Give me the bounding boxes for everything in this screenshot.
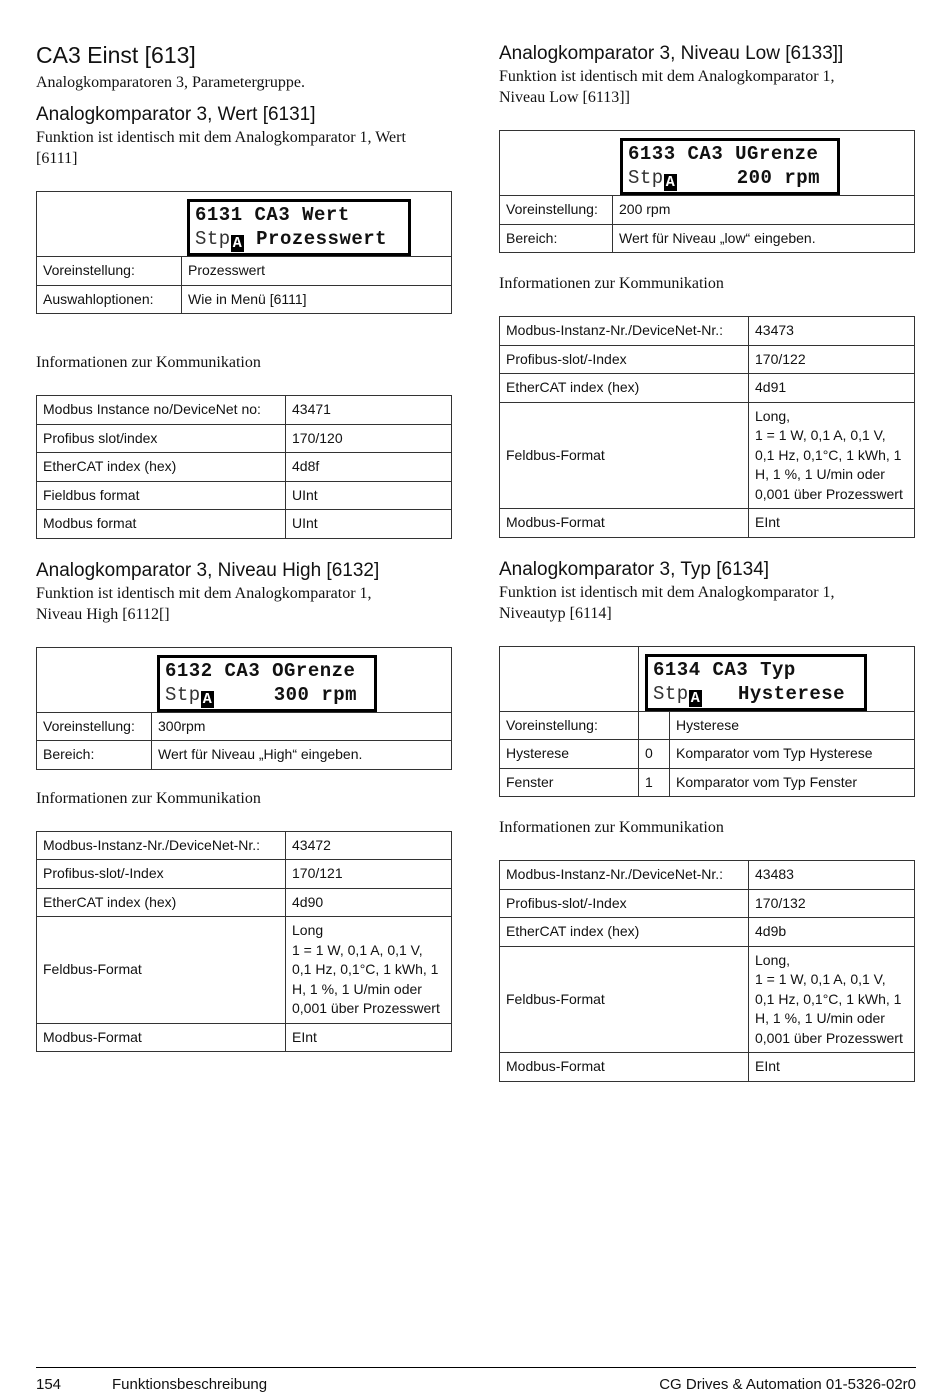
lcd-line1: 6131 CA3 Wert: [195, 204, 350, 226]
comm-key: Modbus format: [37, 510, 286, 539]
display-cell: [639, 646, 915, 711]
row-value: Komparator vom Typ Fenster: [670, 768, 915, 797]
table-row: [500, 402, 915, 509]
display-cell: [37, 192, 452, 257]
comm-key: Modbus-Instanz-Nr./DeviceNet-Nr.:: [37, 831, 286, 860]
row-value: 300rpm: [152, 712, 452, 741]
comm-key: Profibus-slot/-Index: [500, 889, 749, 918]
param-table-6131: [36, 191, 452, 314]
lcd-value: 200 rpm: [677, 167, 821, 189]
lcd-a-mark: A: [665, 174, 676, 191]
comm-heading: Informationen zur Kommunikation: [499, 275, 724, 292]
comm-table-6132: [36, 831, 452, 1053]
section-description: Analogkomparatoren 3, Parametergruppe.: [36, 74, 305, 91]
comm-key: Profibus-slot/-Index: [500, 345, 749, 374]
row-key: Bereich:: [37, 741, 152, 770]
table-row: [37, 424, 452, 453]
comm-key: Modbus Instance no/DeviceNet no:: [37, 396, 286, 425]
lcd-stop-indicator: Stp: [195, 228, 231, 250]
comm-value: 4d8f: [286, 453, 452, 482]
table-row: [500, 889, 915, 918]
lcd-a-mark: A: [232, 235, 243, 252]
row-key: Fenster: [500, 768, 639, 797]
table-row: [500, 711, 915, 740]
param-table-6133: [499, 130, 915, 253]
lcd-value: Hysterese: [702, 682, 846, 705]
row-value: Wert für Niveau „low“ eingeben.: [613, 224, 915, 253]
lcd-display: [645, 654, 867, 711]
param-description-6132: Funktion ist identisch mit dem Analogkomparator 1, Niveau High [6112[]: [36, 584, 372, 623]
comm-value: EInt: [749, 509, 915, 538]
comm-value: Long 1 = 1 W, 0,1 A, 0,1 V, 0,1 Hz, 0,1°C, 1 kWh, 1 H, 1 %, 1 U/min oder 0,001 über Prozesswert: [286, 917, 452, 1024]
display-row: [500, 131, 915, 196]
lcd-stop-indicator: Stp: [628, 167, 664, 189]
lcd-line1: 6132 CA3 OGrenze: [165, 659, 356, 682]
lcd-display: [620, 138, 840, 195]
table-row: [37, 917, 452, 1024]
row-value: Prozesswert: [182, 257, 452, 286]
row-key: Voreinstellung:: [37, 257, 182, 286]
comm-value: 43483: [749, 861, 915, 890]
lcd-display: [157, 655, 377, 712]
comm-value: 4d9b: [749, 918, 915, 947]
comm-value: 170/132: [749, 889, 915, 918]
page-number: 154: [36, 1376, 62, 1393]
footer-section: Funktionsbeschreibung: [112, 1376, 268, 1393]
comm-key: Profibus-slot/-Index: [37, 860, 286, 889]
comm-heading: Informationen zur Kommunikation: [36, 789, 261, 807]
comm-table-6134: [499, 860, 915, 1082]
param-description-6133: Funktion ist identisch mit dem Analogkomparator 1, Niveau Low [6113]]: [499, 68, 835, 106]
comm-table-6131: [36, 395, 452, 539]
comm-value: 4d91: [749, 374, 915, 403]
row-num: 1: [639, 768, 670, 797]
row-key: Bereich:: [500, 224, 613, 253]
table-row: [37, 481, 452, 510]
table-row: [37, 860, 452, 889]
table-row: [500, 224, 915, 253]
table-row: [500, 317, 915, 346]
row-key: Voreinstellung:: [37, 712, 152, 741]
row-key: Voreinstellung:: [500, 711, 639, 740]
lcd-stop-indicator: Stp: [165, 683, 201, 706]
comm-key: EtherCAT index (hex): [500, 918, 749, 947]
comm-value: 43473: [749, 317, 915, 346]
comm-value: Long, 1 = 1 W, 0,1 A, 0,1 V, 0,1 Hz, 0,1°C, 1 kWh, 1 H, 1 %, 1 U/min oder 0,001 über Prozesswert: [749, 402, 915, 509]
comm-value: 43471: [286, 396, 452, 425]
row-value: Hysterese: [670, 711, 915, 740]
row-value: Wie in Menü [6111]: [182, 285, 452, 314]
lcd-value: Prozesswert: [244, 228, 388, 250]
table-row: [37, 257, 452, 286]
table-row: [500, 196, 915, 225]
display-row: [37, 647, 452, 712]
row-value: Wert für Niveau „High“ eingeben.: [152, 741, 452, 770]
table-row: [37, 712, 452, 741]
param-description-6131: Funktion ist identisch mit dem Analogkomparator 1, Wert [6111]: [36, 129, 406, 167]
row-value: Komparator vom Typ Hysterese: [670, 740, 915, 769]
lcd-display: [187, 199, 411, 256]
comm-value: EInt: [286, 1023, 452, 1052]
lcd-stop-indicator: Stp: [653, 682, 689, 705]
table-row: [37, 741, 452, 770]
comm-key: Feldbus-Format: [37, 917, 286, 1024]
comm-key: Fieldbus format: [37, 481, 286, 510]
comm-key: Modbus-Format: [37, 1023, 286, 1052]
comm-value: 4d90: [286, 888, 452, 917]
param-title-6134: Analogkomparator 3, Typ [6134]: [499, 558, 770, 580]
table-row: [500, 1053, 915, 1082]
comm-key: Feldbus-Format: [500, 402, 749, 509]
comm-key: Modbus-Instanz-Nr./DeviceNet-Nr.:: [500, 317, 749, 346]
table-row: [37, 1023, 452, 1052]
table-row: [37, 285, 452, 314]
comm-key: EtherCAT index (hex): [500, 374, 749, 403]
left-column: [36, 40, 452, 1052]
right-column: [499, 40, 915, 1082]
comm-heading: Informationen zur Kommunikation: [36, 354, 261, 371]
row-num: 0: [639, 740, 670, 769]
comm-value: UInt: [286, 510, 452, 539]
row-value: 200 rpm: [613, 196, 915, 225]
comm-key: Modbus-Format: [500, 1053, 749, 1082]
comm-value: 43472: [286, 831, 452, 860]
lcd-a-mark: A: [202, 690, 213, 708]
row-num: [639, 711, 670, 740]
param-table-6134: [499, 646, 915, 798]
param-title-6132: Analogkomparator 3, Niveau High [6132]: [36, 559, 380, 581]
lcd-a-mark: A: [690, 689, 701, 707]
row-key: Voreinstellung:: [500, 196, 613, 225]
table-row: [500, 374, 915, 403]
table-row: [37, 831, 452, 860]
comm-table-6133: [499, 316, 915, 538]
comm-key: Modbus-Format: [500, 509, 749, 538]
comm-key: EtherCAT index (hex): [37, 888, 286, 917]
table-row: [500, 946, 915, 1053]
comm-value: 170/122: [749, 345, 915, 374]
lcd-line1: 6134 CA3 Typ: [653, 658, 796, 681]
table-row: [500, 509, 915, 538]
display-cell-blank: [500, 646, 639, 711]
table-row: [37, 453, 452, 482]
param-description-6134: Funktion ist identisch mit dem Analogkomparator 1, Niveautyp [6114]: [499, 583, 835, 622]
comm-value: EInt: [749, 1053, 915, 1082]
row-key: Hysterese: [500, 740, 639, 769]
comm-key: Feldbus-Format: [500, 946, 749, 1053]
table-row: [37, 510, 452, 539]
row-key: Auswahloptionen:: [37, 285, 182, 314]
page-footer: [36, 1367, 916, 1393]
comm-key: Profibus slot/index: [37, 424, 286, 453]
comm-heading: Informationen zur Kommunikation: [499, 819, 724, 836]
display-cell: [37, 647, 452, 712]
display-row: [37, 192, 452, 257]
comm-value: 170/120: [286, 424, 452, 453]
section-title: CA3 Einst [613]: [36, 42, 196, 68]
lcd-value: 300 rpm: [214, 683, 358, 706]
comm-value: Long, 1 = 1 W, 0,1 A, 0,1 V, 0,1 Hz, 0,1°C, 1 kWh, 1 H, 1 %, 1 U/min oder 0,001 über Prozesswert: [749, 946, 915, 1053]
table-row: [500, 861, 915, 890]
table-row: [37, 396, 452, 425]
comm-value: 170/121: [286, 860, 452, 889]
comm-value: UInt: [286, 481, 452, 510]
table-row: [500, 918, 915, 947]
comm-key: Modbus-Instanz-Nr./DeviceNet-Nr.:: [500, 861, 749, 890]
table-row: [37, 888, 452, 917]
lcd-line1: 6133 CA3 UGrenze: [628, 143, 819, 165]
footer-company: CG Drives & Automation 01-5326-02r0: [659, 1376, 916, 1393]
display-cell: [500, 131, 915, 196]
param-table-6132: [36, 647, 452, 770]
display-row: [500, 646, 915, 711]
table-row: [500, 768, 915, 797]
table-row: [500, 740, 915, 769]
param-title-6131: Analogkomparator 3, Wert [6131]: [36, 104, 316, 125]
param-title-6133: Analogkomparator 3, Niveau Low [6133]]: [499, 43, 844, 64]
comm-key: EtherCAT index (hex): [37, 453, 286, 482]
table-row: [500, 345, 915, 374]
